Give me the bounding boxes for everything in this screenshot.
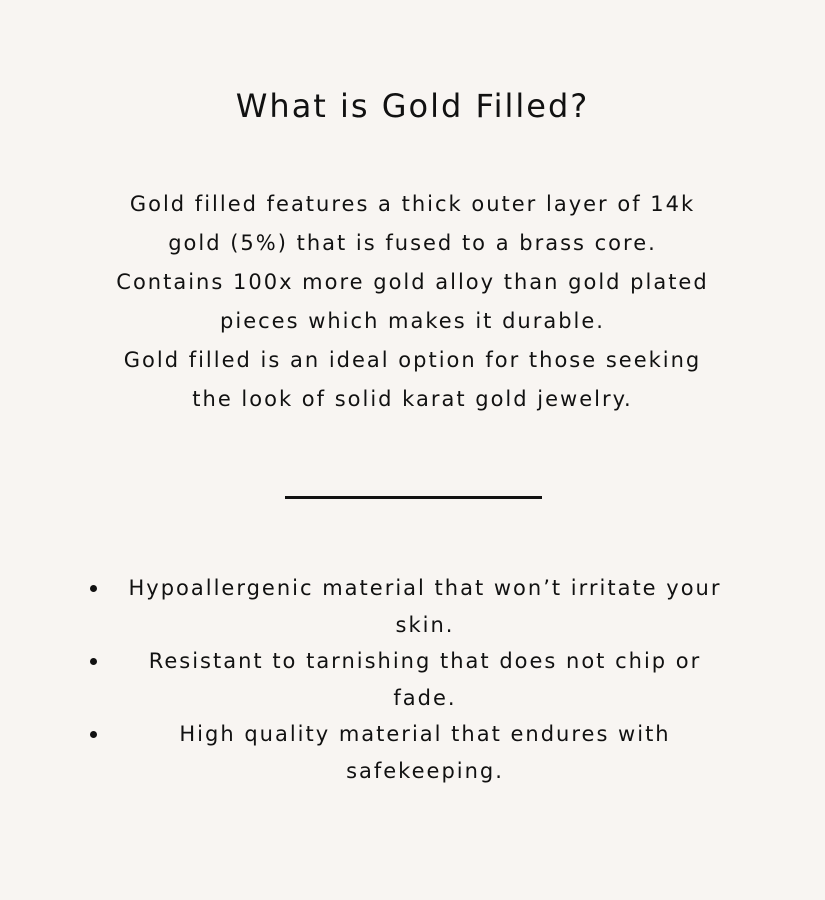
benefits-list [80, 570, 770, 789]
page-title: What is Gold Filled? [235, 87, 590, 125]
bullet-icon [90, 585, 97, 592]
benefit-item [80, 643, 770, 716]
bullet-icon [90, 731, 97, 738]
intro-paragraph: Gold filled features a thick outer layer of 14k gold (5%) that is fused to a brass core. [129, 192, 696, 255]
benefit-item [80, 716, 770, 789]
benefit-text: Hypoallergenic material that won’t irritate your skin. [128, 576, 722, 637]
intro-paragraph: Contains 100x more gold alloy than gold plated pieces which makes it durable. [116, 270, 709, 333]
intro-text-block [100, 185, 725, 419]
bullet-icon [90, 658, 97, 665]
section-divider [285, 496, 542, 499]
benefit-item [80, 570, 770, 643]
intro-paragraph: Gold filled is an ideal option for those seeking the look of solid karat gold jewelry. [123, 348, 702, 411]
benefit-text: High quality material that endures with safekeeping. [179, 722, 671, 783]
benefit-text: Resistant to tarnishing that does not chip or fade. [148, 649, 702, 710]
